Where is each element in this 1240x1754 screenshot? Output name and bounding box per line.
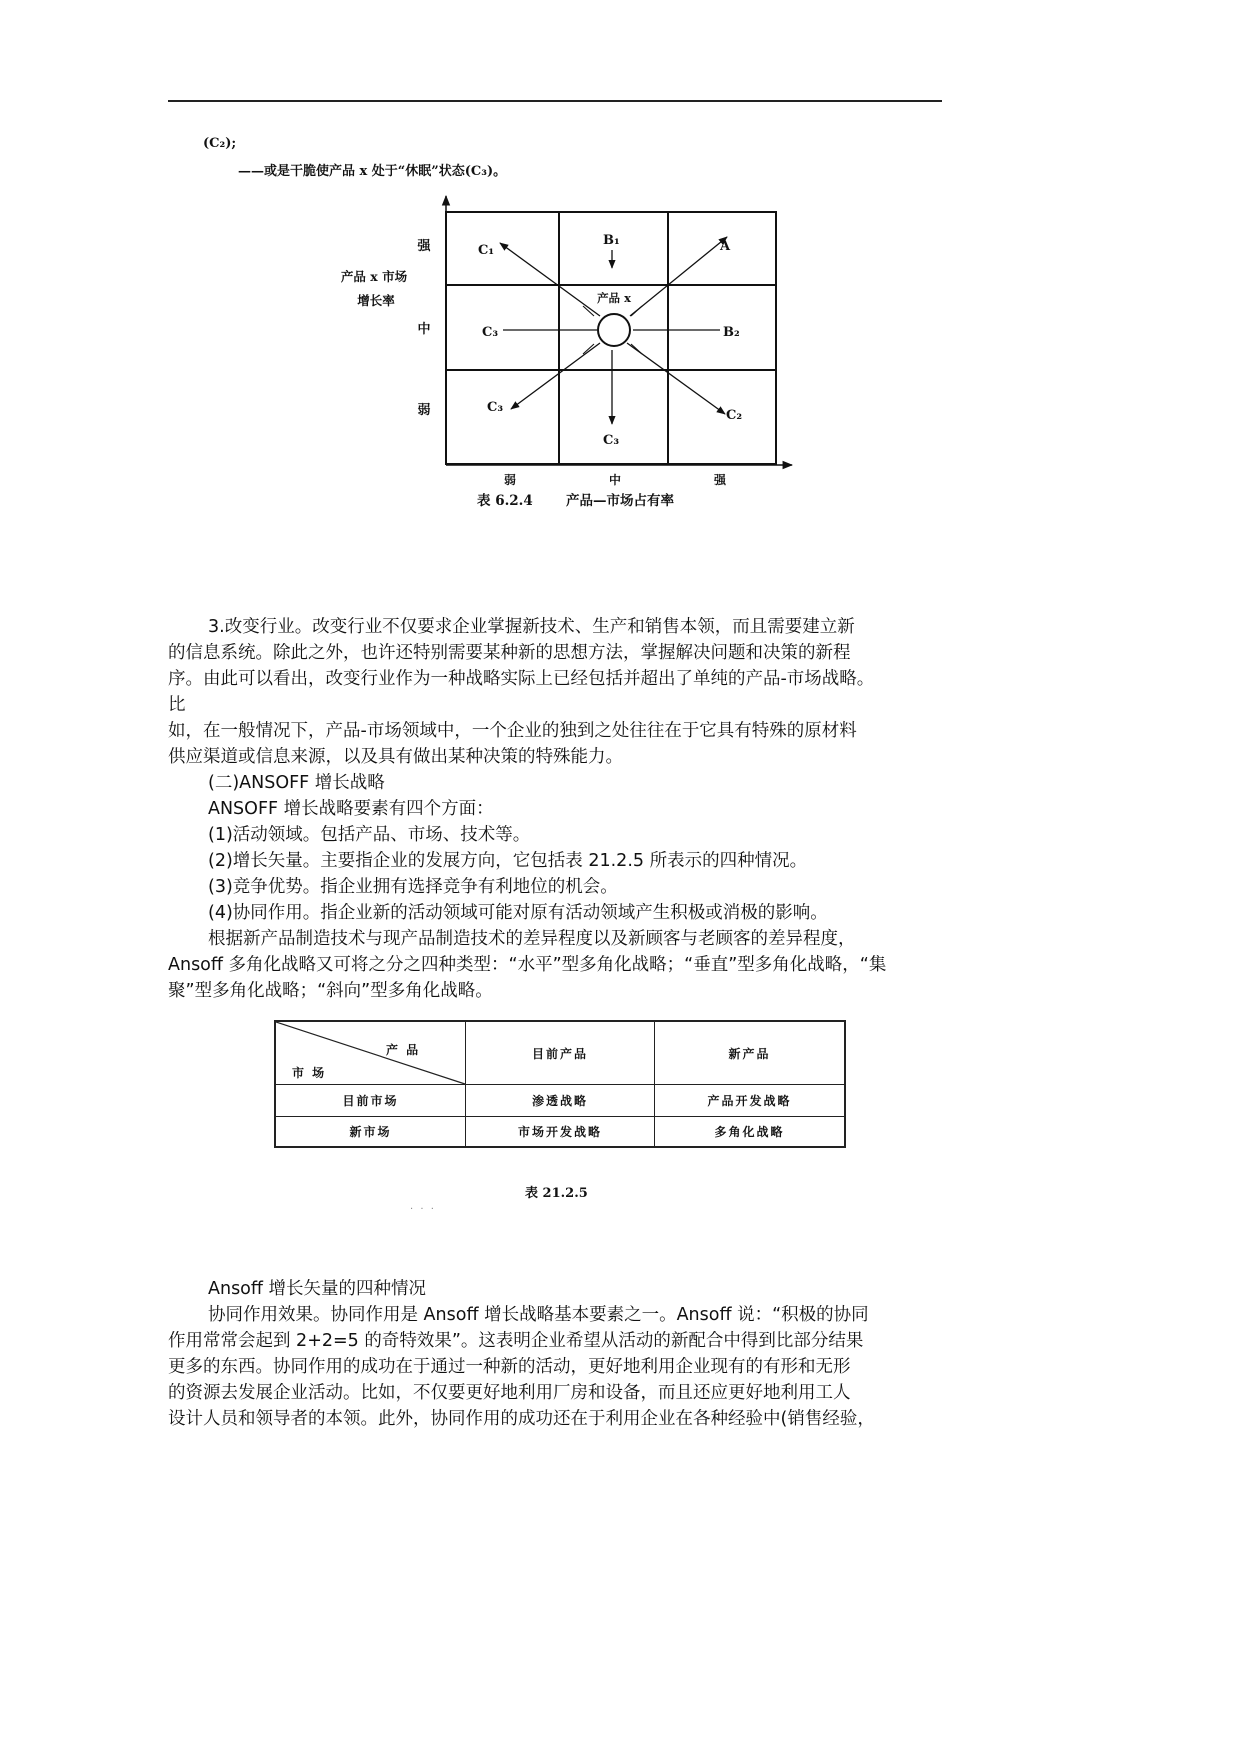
- paragraph-line: 3.改变行业。改变行业不仅要求企业掌握新技术、生产和销售本领，而且需要建立新: [208, 617, 855, 637]
- col-header-current-product: 目前产品: [531, 1046, 588, 1061]
- paragraph-line: 供应渠道或信息来源，以及具有做出某种决策的特殊能力。: [168, 747, 623, 767]
- arrow-to-c1: [500, 243, 600, 316]
- body-text-section-2: [168, 1276, 968, 1432]
- corner-label-product: 产 品: [386, 1042, 421, 1057]
- paragraph-line: 设计人员和领导者的本领。此外，协同作用的成功还在于利用企业在各种经验中(销售经验，: [168, 1409, 875, 1429]
- label-c2: C₂: [726, 408, 743, 423]
- label-b2: B₂: [723, 325, 740, 340]
- header-line-2: ——或是干脆使产品 x 处于“休眠”状态(C₃)。: [238, 164, 507, 179]
- header-rule: [168, 100, 942, 102]
- cell-market-development: 市场开发战略: [517, 1125, 602, 1139]
- corner-label-market: 市 场: [292, 1065, 327, 1080]
- diagram-caption-title: 产品—市场占有率: [566, 493, 674, 509]
- label-c3-lower-left: C₃: [487, 400, 504, 415]
- product-x-circle: [598, 314, 630, 346]
- paragraph-line: 根据新产品制造技术与现产品制造技术的差异程度以及新顾客与老顾客的差异程度，: [208, 929, 856, 949]
- x-tick-medium: 中: [608, 473, 622, 487]
- row-header-current-market: 目前市场: [342, 1094, 399, 1108]
- paragraph-line: Ansoff 多角化战略又可将之分之四种类型：“水平”型多角化战略；“垂直”型多角化战略，“集: [168, 955, 887, 975]
- paragraph-line: (4)协同作用。指企业新的活动领域可能对原有活动领域产生积极或消极的影响。: [208, 903, 828, 923]
- y-tick-medium: 中: [417, 322, 431, 337]
- y-axis-title-line-2: 增长率: [357, 293, 395, 308]
- label-c3-left: C₃: [482, 325, 499, 340]
- diagram-caption-number: 表 6.2.4: [477, 493, 533, 509]
- x-tick-strong: 强: [713, 473, 727, 487]
- arrow-to-c3-lower-left: [511, 343, 600, 409]
- row-header-new-market: 新市场: [349, 1125, 392, 1139]
- ansoff-matrix-table: [274, 1020, 846, 1148]
- paragraph-line: ANSOFF 增长战略要素有四个方面：: [208, 799, 494, 819]
- x-tick-weak: 弱: [503, 473, 517, 487]
- body-text-section-1: [168, 614, 968, 1004]
- label-c3-bottom: C₃: [603, 433, 620, 448]
- paragraph-line: (二)ANSOFF 增长战略: [208, 773, 385, 793]
- spoke-ne: [631, 306, 642, 316]
- paragraph-line: 的资源去发展企业活动。比如，不仅要更好地利用厂房和设备，而且还应更好地利用工人: [168, 1383, 851, 1403]
- col-header-new-product: 新产品: [728, 1046, 771, 1061]
- paragraph-line: 协同作用效果。协同作用是 Ansoff 增长战略基本要素之一。Ansoff 说：“积极的协同: [208, 1305, 869, 1325]
- label-c1: C₁: [478, 243, 495, 258]
- paragraph-line: (3)竞争优势。指企业拥有选择竞争有利地位的机会。: [208, 877, 618, 897]
- faint-dots: · · ·: [410, 1204, 436, 1215]
- product-market-diagram: [320, 190, 800, 520]
- y-axis-title-line-1: 产品 x 市场: [340, 269, 408, 284]
- arrow-to-a: [630, 237, 727, 316]
- paragraph-line: Ansoff 增长矢量的四种情况: [208, 1279, 427, 1299]
- paragraph-line: (1)活动领域。包括产品、市场、技术等。: [208, 825, 531, 845]
- spoke-se: [631, 344, 642, 354]
- paragraph-line: 比: [168, 695, 186, 715]
- paragraph-line: 更多的东西。协同作用的成功在于通过一种新的活动，更好地利用企业现有的有形和无形: [168, 1357, 851, 1377]
- y-tick-strong: 强: [417, 239, 431, 254]
- cell-penetration: 渗透战略: [531, 1094, 588, 1108]
- paragraph-line: 作用常常会起到 2+2=5 的奇特效果”。这表明企业希望从活动的新配合中得到比部分结果: [168, 1331, 864, 1351]
- cell-diversification: 多角化战略: [714, 1125, 785, 1139]
- paragraph-line: 序。由此可以看出，改变行业作为一种战略实际上已经包括并超出了单纯的产品-市场战略。: [168, 669, 875, 689]
- label-a: A: [720, 239, 731, 254]
- paragraph-line: 的信息系统。除此之外，也许还特别需要某种新的思想方法，掌握解决问题和决策的新程: [168, 643, 851, 663]
- paragraph-line: 如，在一般情况下，产品-市场领域中，一个企业的独到之处往往在于它具有特殊的原材料: [168, 721, 857, 741]
- cell-product-development: 产品开发战略: [707, 1094, 792, 1108]
- header-line-1: (C₂);: [203, 136, 237, 151]
- table-caption: 表 21.2.5: [525, 1186, 588, 1201]
- paragraph-line: (2)增长矢量。主要指企业的发展方向，它包括表 21.2.5 所表示的四种情况。: [208, 851, 808, 871]
- label-b1: B₁: [603, 233, 620, 248]
- paragraph-line: 聚”型多角化战略；“斜向”型多角化战略。: [168, 981, 493, 1001]
- y-tick-weak: 弱: [417, 403, 431, 418]
- label-product-x: 产品 x: [597, 291, 631, 305]
